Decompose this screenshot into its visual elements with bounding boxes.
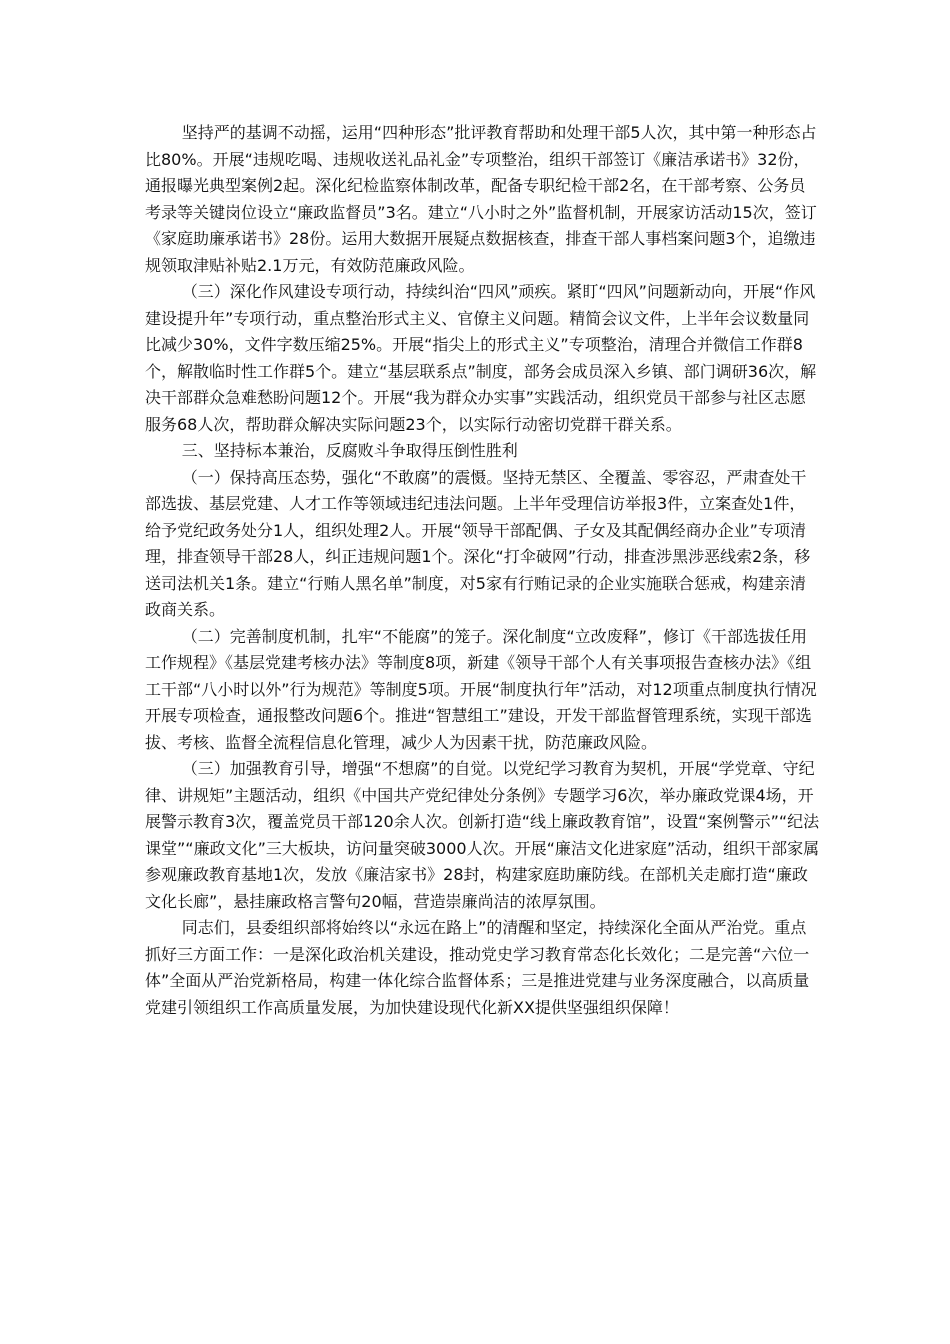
paragraph-work-style: （三）深化作风建设专项行动，持续纠治“四风”顽疾。紧盯“四风”问题新动向，开展“作风建设提升年”专项行动，重点整治形式主义、官僚主义问题。精简会议文件，上半年会议数量同比减少30%，文件字数压缩25%。开展“指尖上的形式主义”专项整治，清理合并微信工作群8个，解散临时性工作群5个。建立“基层联系点”制度，部务会成员深入乡镇、部门调研36次，解决干部群众急难愁盼问题12个。开展“我为群众办实事”实践活动，组织党员干部参与社区志愿服务68人次，帮助群众解决实际问题23个，以实际行动密切党群干群关系。	[145, 282, 817, 434]
paragraph-will-not-corrupt: （三）加强教育引导，增强“不想腐”的自觉。以党纪学习教育为契机，开展“学党章、守纪律、讲规矩”主题活动，组织《中国共产党纪律处分条例》专题学习6次，举办廉政党课4场，开展警示教育3次，覆盖党员干部120余人次。创新打造“线上廉政教育馆”，设置“案例警示”“纪法课堂”“廉政文化”三大板块，访问量突破3000人次。开展“廉洁文化进家庭”活动，组织干部家属参观廉政教育基地1次，发放《廉洁家书》28封，构建家庭助廉防线。在部机关走廊打造“廉政文化长廊”，悬挂廉政格言警句20幅，营造崇廉尚洁的浓厚氛围。	[145, 759, 820, 911]
paragraph-dare-not-corrupt: （一）保持高压态势，强化“不敢腐”的震慑。坚持无禁区、全覆盖、零容忍，严肃查处干部选拔、基层党建、人才工作等领域违纪违法问题。上半年受理信访举报3件，立案查处1件，给予党纪政务处分1人，组织处理2人。开展“领导干部配偶、子女及其配偶经商办企业”专项清理，排查领导干部28人，纠正违规问题1个。深化“打伞破网”行动，排查涉黑涉恶线索2条，移送司法机关1条。建立“行贿人黑名单”制度，对5家有行贿记录的企业实施联合惩戒，构建亲清政商关系。	[145, 467, 811, 619]
section-heading-anti-corruption: 三、坚持标本兼治，反腐败斗争取得压倒性胜利	[181, 441, 518, 460]
paragraph-cannot-corrupt: （二）完善制度机制，扎牢“不能腐”的笼子。深化制度“立改废释”，修订《干部选拔任用工作规程》《基层党建考核办法》等制度8项，新建《领导干部个人有关事项报告查核办法》《组工干部“八小时以外”行为规范》等制度5项。开展“制度执行年”活动，对12项重点制度执行情况开展专项检查，通报整改问题6个。推进“智慧组工”建设，开发干部监督管理系统，实现干部选拔、考核、监督全流程信息化管理，减少人为因素干扰，防范廉政风险。	[145, 626, 817, 752]
document-body	[145, 120, 820, 1021]
paragraph-discipline-supervision: 坚持严的基调不动摇，运用“四种形态”批评教育帮助和处理干部5人次，其中第一种形态占比80%。开展“违规吃喝、违规收送礼品礼金”专项整治，组织干部签订《廉洁承诺书》32份，通报曝光典型案例2起。深化纪检监察体制改革，配备专职纪检干部2名，在干部考察、公务员考录等关键岗位设立“廉政监督员”3名。建立“八小时之外”监督机制，开展家访活动15次，签订《家庭助廉承诺书》28份。运用大数据开展疑点数据核查，排查干部人事档案问题3个，追缴违规领取津贴补贴2.1万元，有效防范廉政风险。	[145, 123, 817, 275]
paragraph-conclusion: 同志们，县委组织部将始终以“永远在路上”的清醒和坚定，持续深化全面从严治党。重点抓好三方面工作：一是深化政治机关建设，推动党史学习教育常态化长效化；二是完善“六位一体”全面从严治党新格局，构建一体化综合监督体系；三是推进党建与业务深度融合，以高质量党建引领组织工作高质量发展，为加快建设现代化新XX提供坚强组织保障！	[145, 918, 810, 1017]
